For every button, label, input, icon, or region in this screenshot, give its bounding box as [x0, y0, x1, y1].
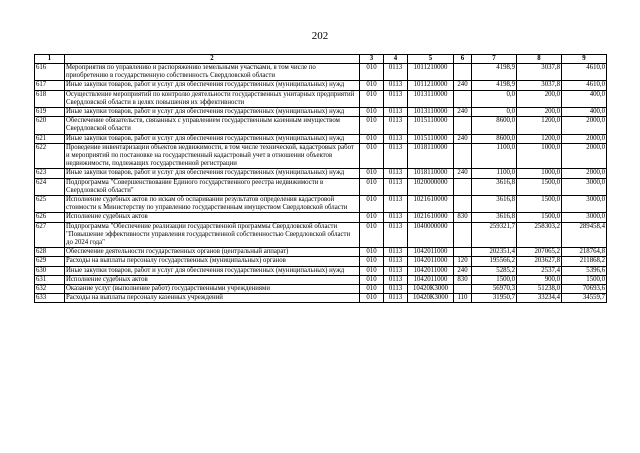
- table-row: [35, 117, 607, 134]
- amount-col9: 34559,7: [562, 294, 607, 303]
- amount-col7: 5285,2: [472, 266, 517, 275]
- amount-col9: 400,0: [562, 108, 607, 117]
- amount-col7: 202351,4: [472, 248, 517, 257]
- section-code: 0113: [384, 222, 408, 248]
- row-name: Расходы на выплаты персоналу казенных учреждений: [65, 294, 360, 303]
- page-number: 202: [311, 30, 329, 42]
- ministry-code: 010: [360, 294, 384, 303]
- section-code: 0113: [384, 90, 408, 107]
- target-article-code: 1018110000: [408, 143, 454, 169]
- target-article-code: 1042011000: [408, 248, 454, 257]
- row-number: 625: [35, 196, 65, 213]
- target-article-code: 1040000000: [408, 222, 454, 248]
- section-code: 0113: [384, 117, 408, 134]
- amount-col8: 1000,0: [517, 169, 562, 178]
- row-number: 633: [35, 294, 65, 303]
- ministry-code: 010: [360, 285, 384, 294]
- row-name: Мероприятия по управлению и распоряжению земельными участками, в том числе по приобретению в государственную собственность Свердловской области: [65, 64, 360, 81]
- row-name: Подпрограмма "Обеспечение реализации государственной программы Свердловской области "Повышение эффективности управления государственной собственностью Свердловской области до 2024 года": [65, 222, 360, 248]
- amount-col8: 3037,8: [517, 81, 562, 90]
- amount-col7: 0,0: [472, 108, 517, 117]
- column-header: 4: [384, 55, 408, 64]
- expense-type-code: 110: [454, 294, 472, 303]
- row-name: Иные закупки товаров, работ и услуг для обеспечения государственных (муниципальных) нужд: [65, 81, 360, 90]
- table-row: [35, 222, 607, 248]
- target-article-code: 1011210000: [408, 81, 454, 90]
- row-name: Иные закупки товаров, работ и услуг для обеспечения государственных (муниципальных) нужд: [65, 108, 360, 117]
- header-row: [35, 55, 607, 64]
- expense-type-code: 240: [454, 81, 472, 90]
- amount-col7: 1100,0: [472, 169, 517, 178]
- row-number: 623: [35, 169, 65, 178]
- ministry-code: 010: [360, 178, 384, 195]
- row-number: 627: [35, 222, 65, 248]
- amount-col9: 218764,8: [562, 248, 607, 257]
- amount-col7: 4198,9: [472, 64, 517, 81]
- amount-col8: 900,0: [517, 275, 562, 284]
- expense-type-code: 240: [454, 134, 472, 143]
- row-number: 618: [35, 90, 65, 107]
- row-name: Оказание услуг (выполнение работ) государственными учреждениями: [65, 285, 360, 294]
- target-article-code: 1042011000: [408, 275, 454, 284]
- row-number: 624: [35, 178, 65, 195]
- row-number: 617: [35, 81, 65, 90]
- amount-col8: 1000,0: [517, 143, 562, 169]
- amount-col9: 2000,0: [562, 169, 607, 178]
- row-name: Осуществление мероприятий по контролю деятельности государственных унитарных предприятий Свердловской области в целях повышения их эффективности: [65, 90, 360, 107]
- row-number: 631: [35, 275, 65, 284]
- table-row: [35, 266, 607, 275]
- table-row: [35, 143, 607, 169]
- target-article-code: 1015110000: [408, 117, 454, 134]
- section-code: 0113: [384, 143, 408, 169]
- ministry-code: 010: [360, 108, 384, 117]
- budget-table: [34, 54, 607, 303]
- column-header: 1: [35, 55, 65, 64]
- amount-col8: 207065,2: [517, 248, 562, 257]
- table-row: [35, 248, 607, 257]
- expense-type-code: [454, 178, 472, 195]
- section-code: 0113: [384, 266, 408, 275]
- table-row: [35, 285, 607, 294]
- expense-type-code: [454, 285, 472, 294]
- row-number: 626: [35, 213, 65, 222]
- amount-col7: 56970,3: [472, 285, 517, 294]
- amount-col7: 3616,8: [472, 213, 517, 222]
- expense-type-code: [454, 196, 472, 213]
- table-row: [35, 169, 607, 178]
- amount-col9: 4610,0: [562, 64, 607, 81]
- table-row: [35, 275, 607, 284]
- amount-col9: 3000,0: [562, 196, 607, 213]
- amount-col9: 400,0: [562, 90, 607, 107]
- section-code: 0113: [384, 275, 408, 284]
- ministry-code: 010: [360, 248, 384, 257]
- row-number: 621: [35, 134, 65, 143]
- amount-col8: 200,0: [517, 90, 562, 107]
- target-article-code: 1011210000: [408, 64, 454, 81]
- table-row: [35, 90, 607, 107]
- amount-col9: 2000,0: [562, 134, 607, 143]
- amount-col8: 1500,0: [517, 213, 562, 222]
- section-code: 0113: [384, 294, 408, 303]
- amount-col7: 1100,0: [472, 143, 517, 169]
- amount-col8: 258303,2: [517, 222, 562, 248]
- section-code: 0113: [384, 257, 408, 266]
- amount-col7: 1500,0: [472, 275, 517, 284]
- target-article-code: 1015110000: [408, 134, 454, 143]
- ministry-code: 010: [360, 266, 384, 275]
- amount-col8: 1200,0: [517, 134, 562, 143]
- amount-col8: 3037,8: [517, 64, 562, 81]
- amount-col9: 70693,6: [562, 285, 607, 294]
- table-row: [35, 81, 607, 90]
- row-name: Подпрограмма "Совершенствование Единого государственного реестра недвижимости в Свердловской области": [65, 178, 360, 195]
- table-row: [35, 178, 607, 195]
- section-code: 0113: [384, 81, 408, 90]
- amount-col7: 3616,8: [472, 178, 517, 195]
- column-header: 7: [472, 55, 517, 64]
- expense-type-code: 120: [454, 257, 472, 266]
- section-code: 0113: [384, 134, 408, 143]
- row-name: Расходы на выплаты персоналу государственных (муниципальных) органов: [65, 257, 360, 266]
- target-article-code: 1042011000: [408, 266, 454, 275]
- row-name: Исполнение судебных актов: [65, 213, 360, 222]
- row-name: Иные закупки товаров, работ и услуг для обеспечения государственных (муниципальных) нужд: [65, 134, 360, 143]
- row-number: 632: [35, 285, 65, 294]
- ministry-code: 010: [360, 64, 384, 81]
- column-header: 3: [360, 55, 384, 64]
- section-code: 0113: [384, 196, 408, 213]
- amount-col8: 1500,0: [517, 178, 562, 195]
- table-row: [35, 64, 607, 81]
- row-number: 630: [35, 266, 65, 275]
- target-article-code: 1042011000: [408, 257, 454, 266]
- ministry-code: 010: [360, 169, 384, 178]
- section-code: 0113: [384, 285, 408, 294]
- amount-col9: 211868,2: [562, 257, 607, 266]
- ministry-code: 010: [360, 222, 384, 248]
- amount-col7: 8600,0: [472, 134, 517, 143]
- row-number: 619: [35, 108, 65, 117]
- ministry-code: 010: [360, 143, 384, 169]
- target-article-code: 1013110000: [408, 90, 454, 107]
- expense-type-code: 240: [454, 266, 472, 275]
- expense-type-code: [454, 248, 472, 257]
- row-number: 620: [35, 117, 65, 134]
- amount-col8: 51238,0: [517, 285, 562, 294]
- column-header: 5: [408, 55, 454, 64]
- column-header: 2: [65, 55, 360, 64]
- amount-col9: 4610,0: [562, 81, 607, 90]
- amount-col7: 0,0: [472, 90, 517, 107]
- section-code: 0113: [384, 64, 408, 81]
- expense-type-code: 830: [454, 213, 472, 222]
- column-header: 8: [517, 55, 562, 64]
- ministry-code: 010: [360, 275, 384, 284]
- row-number: 622: [35, 143, 65, 169]
- ministry-code: 010: [360, 81, 384, 90]
- amount-col9: 1500,0: [562, 275, 607, 284]
- amount-col9: 2000,0: [562, 143, 607, 169]
- expense-type-code: [454, 117, 472, 134]
- ministry-code: 010: [360, 134, 384, 143]
- ministry-code: 010: [360, 257, 384, 266]
- table-row: [35, 196, 607, 213]
- ministry-code: 010: [360, 196, 384, 213]
- target-article-code: 1013110000: [408, 108, 454, 117]
- amount-col7: 4198,9: [472, 81, 517, 90]
- table-row: [35, 294, 607, 303]
- ministry-code: 010: [360, 90, 384, 107]
- target-article-code: 1020000000: [408, 178, 454, 195]
- column-header: 9: [562, 55, 607, 64]
- section-code: 0113: [384, 178, 408, 195]
- row-name: Обеспечение обязательств, связанных с управлением государственным казенным имуществом Свердловской области: [65, 117, 360, 134]
- table-body: [35, 64, 607, 303]
- section-code: 0113: [384, 108, 408, 117]
- target-article-code: 1021610000: [408, 196, 454, 213]
- target-article-code: 1018110000: [408, 169, 454, 178]
- amount-col9: 3000,0: [562, 213, 607, 222]
- row-number: 616: [35, 64, 65, 81]
- target-article-code: 10420К3000: [408, 285, 454, 294]
- amount-col7: 3616,8: [472, 196, 517, 213]
- amount-col7: 259321,7: [472, 222, 517, 248]
- row-name: Исполнение судебных актов по искам об оспаривании результатов определения кадастровой стоимости к Министерству по управлению государственным имуществом Свердловской области: [65, 196, 360, 213]
- expense-type-code: [454, 64, 472, 81]
- amount-col8: 2537,4: [517, 266, 562, 275]
- amount-col8: 33234,4: [517, 294, 562, 303]
- amount-col7: 31950,7: [472, 294, 517, 303]
- row-number: 628: [35, 248, 65, 257]
- table-row: [35, 213, 607, 222]
- target-article-code: 1021610000: [408, 213, 454, 222]
- row-name: Иные закупки товаров, работ и услуг для обеспечения государственных (муниципальных) нужд: [65, 169, 360, 178]
- expense-type-code: 830: [454, 275, 472, 284]
- table-row: [35, 134, 607, 143]
- ministry-code: 010: [360, 117, 384, 134]
- section-code: 0113: [384, 248, 408, 257]
- row-name: Проведение инвентаризации объектов недвижимости, в том числе технической, кадастровых работ и мероприятий по постановке на государственный кадастровый учет в отношении объектов недвижимости, подлежащих государственной регистрации: [65, 143, 360, 169]
- row-name: Исполнение судебных актов: [65, 275, 360, 284]
- expense-type-code: 240: [454, 108, 472, 117]
- target-article-code: 10420К3000: [408, 294, 454, 303]
- expense-type-code: 240: [454, 169, 472, 178]
- column-header: 6: [454, 55, 472, 64]
- amount-col8: 1500,0: [517, 196, 562, 213]
- table-row: [35, 108, 607, 117]
- amount-col8: 1200,0: [517, 117, 562, 134]
- amount-col7: 195566,2: [472, 257, 517, 266]
- amount-col9: 2000,0: [562, 117, 607, 134]
- row-number: 629: [35, 257, 65, 266]
- ministry-code: 010: [360, 213, 384, 222]
- amount-col9: 5396,6: [562, 266, 607, 275]
- row-name: Обеспечение деятельности государственных органов (центральный аппарат): [65, 248, 360, 257]
- table-row: [35, 257, 607, 266]
- amount-col9: 289458,4: [562, 222, 607, 248]
- amount-col8: 203627,8: [517, 257, 562, 266]
- expense-type-code: [454, 90, 472, 107]
- section-code: 0113: [384, 169, 408, 178]
- amount-col9: 3000,0: [562, 178, 607, 195]
- amount-col8: 200,0: [517, 108, 562, 117]
- expense-type-code: [454, 143, 472, 169]
- expense-type-code: [454, 222, 472, 248]
- section-code: 0113: [384, 213, 408, 222]
- row-name: Иные закупки товаров, работ и услуг для обеспечения государственных (муниципальных) нужд: [65, 266, 360, 275]
- amount-col7: 8600,0: [472, 117, 517, 134]
